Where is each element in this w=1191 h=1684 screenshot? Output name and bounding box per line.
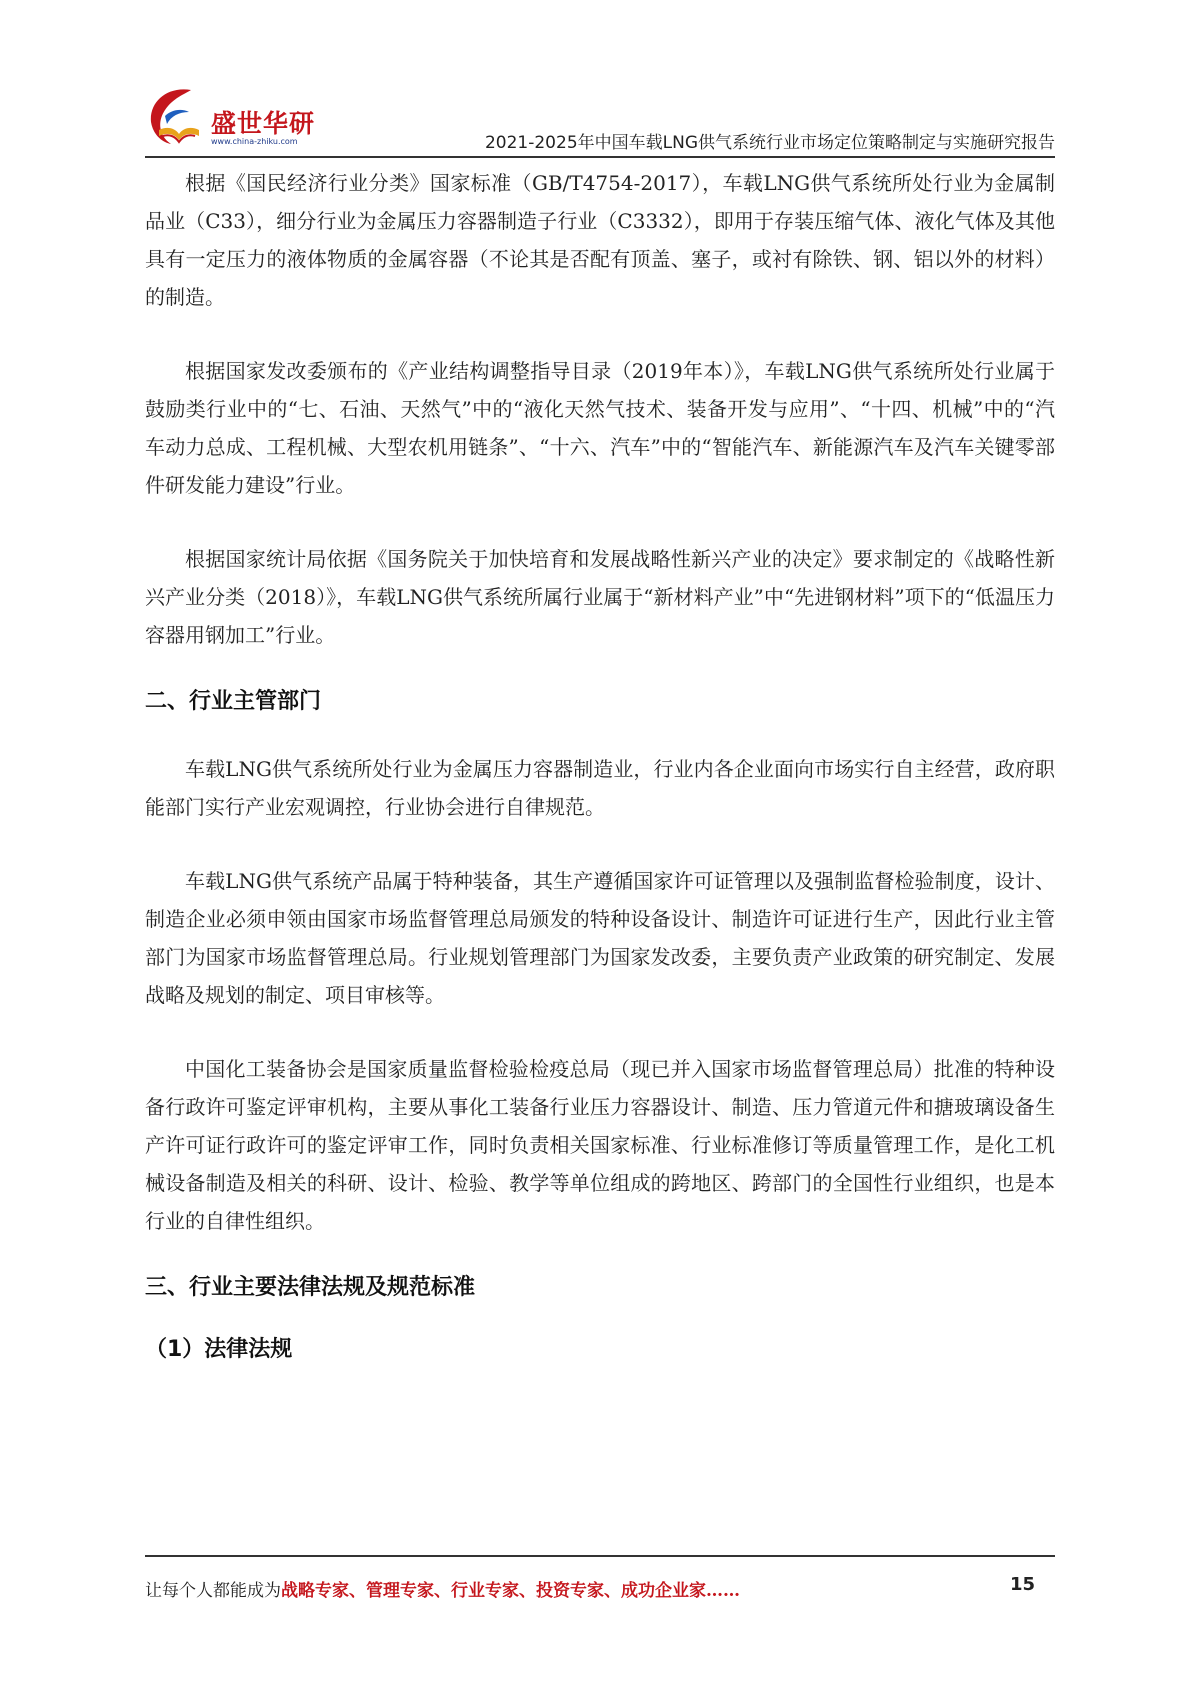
page-content xyxy=(145,164,1055,1372)
report-title: 2021-2025年中国车载LNG供气系统行业市场定位策略制定与实施研究报告 xyxy=(484,133,1055,153)
footer-divider xyxy=(145,1555,1055,1557)
paragraph-authority-overview: 车载LNG供气系统所处行业为金属压力容器制造业，行业内各企业面向市场实行自主经营，政府职能部门实行产业宏观调控，行业协会进行自律规范。 xyxy=(145,757,1055,819)
company-logo xyxy=(145,86,315,156)
paragraph-industry-classification: 根据《国民经济行业分类》国家标准（GB/T4754-2017），车载LNG供气系统所处行业为金属制品业（C33），细分行业为金属压力容器制造子行业（C3332），即用于存装压缩气体、液化气体及其他具有一定压力的液体物质的金属容器（不论其是否配有顶盖、塞子，或衬有除铁、钢、铝以外的材料）的制造。 xyxy=(145,171,1055,309)
section-heading-authority: 二、行业主管部门 xyxy=(145,689,322,714)
subsection-heading-laws: （1）法律法规 xyxy=(145,1337,293,1362)
header-divider xyxy=(145,156,1055,158)
section-heading-laws: 三、行业主要法律法规及规范标准 xyxy=(145,1275,476,1300)
logo-url: www.china-zhiku.com xyxy=(211,137,298,146)
logo-name: 盛世华研 xyxy=(211,109,316,138)
page-number: 15 xyxy=(1009,1574,1035,1595)
page-header xyxy=(145,78,1055,156)
slogan-prefix: 让每个人都能成为 xyxy=(145,1581,281,1601)
slogan-highlight: 战略专家、管理专家、行业专家、投资专家、成功企业家…… xyxy=(281,1581,740,1601)
page-footer xyxy=(145,1576,1055,1606)
paragraph-strategic-emerging: 根据国家统计局依据《国务院关于加快培育和发展战略性新兴产业的决定》要求制定的《战略性新兴产业分类（2018）》，车载LNG供气系统所属行业属于“新材料产业”中“先进钢材料”项下的“低温压力容器用钢加工”行业。 xyxy=(145,547,1055,647)
paragraph-association: 中国化工装备协会是国家质量监督检验检疫总局（现已并入国家市场监督管理总局）批准的特种设备行政许可鉴定评审机构，主要从事化工装备行业压力容器设计、制造、压力管道元件和搪玻璃设备生产许可证行政许可的鉴定评审工作，同时负责相关国家标准、行业标准修订等质量管理工作，是化工机械设备制造及相关的科研、设计、检验、教学等单位组成的跨地区、跨部门的全国性行业组织，也是本行业的自律性组织。 xyxy=(145,1057,1055,1233)
footer-slogan xyxy=(145,1576,740,1601)
paragraph-industrial-structure: 根据国家发改委颁布的《产业结构调整指导目录（2019年本）》，车载LNG供气系统所处行业属于鼓励类行业中的“七、石油、天然气”中的“液化天然气技术、装备开发与应用”、“十四、机械”中的“汽车动力总成、工程机械、大型农机用链条”、“十六、汽车”中的“智能汽车、新能源汽车及汽车关键零部件研发能力建设”行业。 xyxy=(145,359,1055,497)
paragraph-special-equipment: 车载LNG供气系统产品属于特种装备，其生产遵循国家许可证管理以及强制监督检验制度，设计、制造企业必须申领由国家市场监督管理总局颁发的特种设备设计、制造许可证进行生产，因此行业主管部门为国家市场监督管理总局。行业规划管理部门为国家发改委，主要负责产业政策的研究制定、发展战略及规划的制定、项目审核等。 xyxy=(145,869,1055,1007)
logo-emblem-icon xyxy=(145,86,211,148)
